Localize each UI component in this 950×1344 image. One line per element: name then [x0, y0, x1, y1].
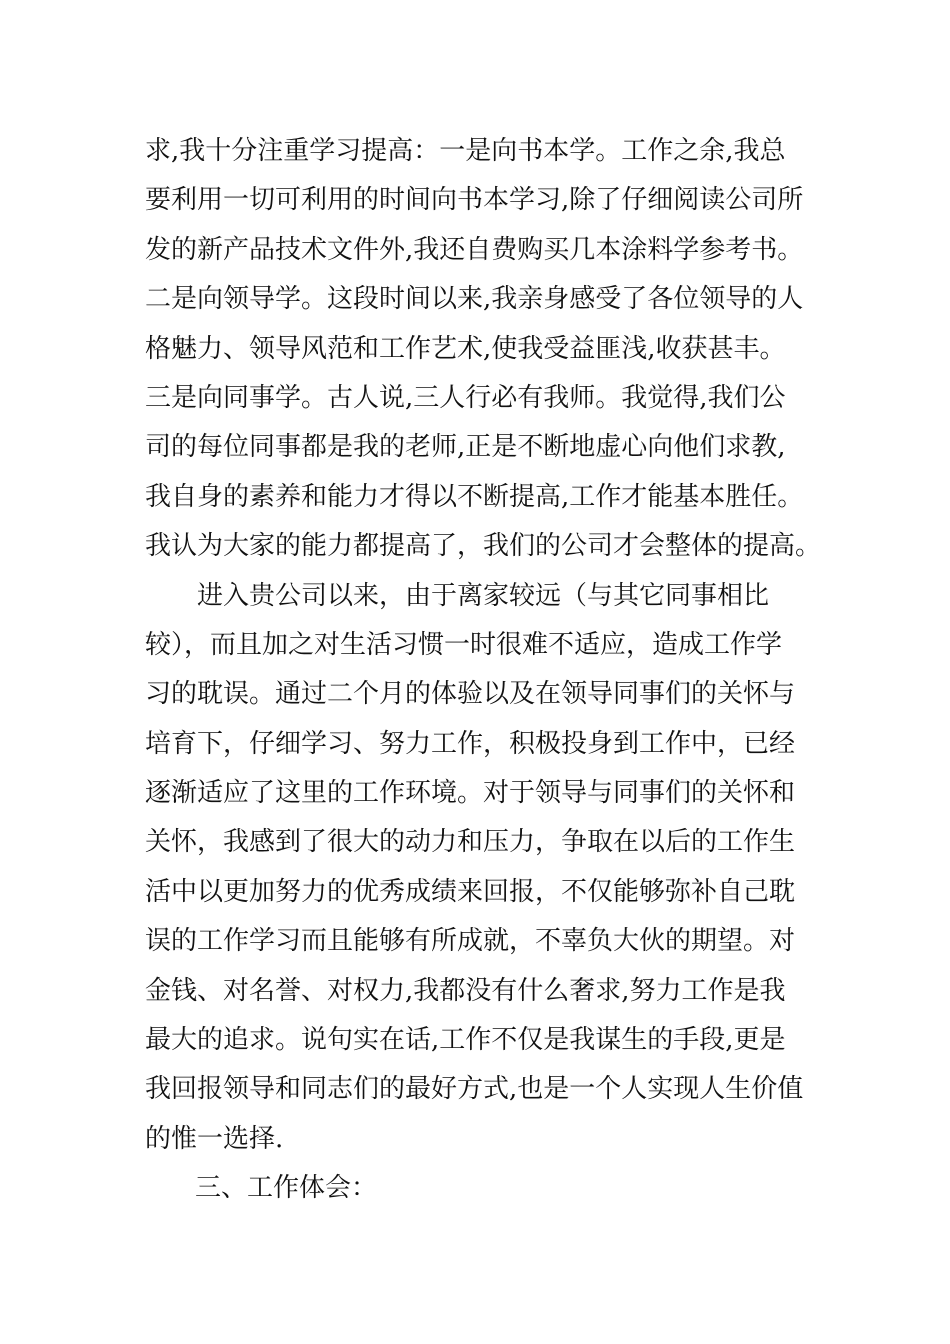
paragraph-line: 格魅力、领导风范和工作艺术,使我受益匪浅,收获甚丰。	[145, 333, 786, 364]
paragraph-line: 我自身的素养和能力才得以不断提高,工作才能基本胜任。	[145, 481, 804, 512]
paragraph-line: 逐渐适应了这里的工作环境。对于领导与同事们的关怀和	[145, 778, 796, 809]
paragraph-line: 要利用一切可利用的时间向书本学习,除了仔细阅读公司所	[145, 185, 804, 216]
paragraph-line: 最大的追求。说句实在话,工作不仅是我谋生的手段,更是	[145, 1025, 786, 1056]
paragraph-line: 金钱、对名誉、对权力,我都没有什么奢求,努力工作是我	[145, 975, 786, 1006]
paragraph-line: 我认为大家的能力都提高了，我们的公司才会整体的提高。	[145, 531, 822, 562]
paragraph-line: 习的耽误。通过二个月的体验以及在领导同事们的关怀与	[145, 679, 796, 710]
paragraph-study	[145, 127, 822, 572]
paragraph-line: 我回报领导和同志们的最好方式,也是一个人实现人生价值	[145, 1074, 804, 1105]
paragraph-line: 较），而且加之对生活习惯一时很难不适应，造成工作学	[145, 629, 783, 660]
section-heading	[145, 1164, 815, 1213]
paragraph-line: 活中以更加努力的优秀成绩来回报，不仅能够弥补自己耽	[145, 876, 796, 907]
paragraph-line: 求,我十分注重学习提高：一是向书本学。工作之余,我总	[145, 136, 786, 166]
section-heading-text: 三、工作体会：	[195, 1173, 378, 1204]
paragraph-line: 二是向领导学。这段时间以来,我亲身感受了各位领导的人	[145, 284, 804, 315]
document-body	[145, 127, 822, 1214]
paragraph-line: 培育下，仔细学习、努力工作，积极投身到工作中，已经	[145, 728, 796, 759]
paragraph-line: 关怀，我感到了很大的动力和压力，争取在以后的工作生	[145, 827, 796, 858]
paragraph-line: 三是向同事学。古人说,三人行必有我师。我觉得,我们公	[145, 382, 786, 413]
paragraph-line: 进入贵公司以来，由于离家较远（与其它同事相比	[197, 580, 770, 611]
paragraph-line: 的惟一选择.	[145, 1123, 284, 1154]
paragraph-line: 司的每位同事都是我的老师,正是不断地虚心向他们求教,	[145, 432, 786, 463]
paragraph-line: 误的工作学习而且能够有所成就，不辜负大伙的期望。对	[145, 926, 796, 957]
paragraph-adaptation	[145, 572, 815, 1165]
paragraph-line: 发的新产品技术文件外,我还自费购买几本涂料学参考书。	[145, 234, 804, 265]
